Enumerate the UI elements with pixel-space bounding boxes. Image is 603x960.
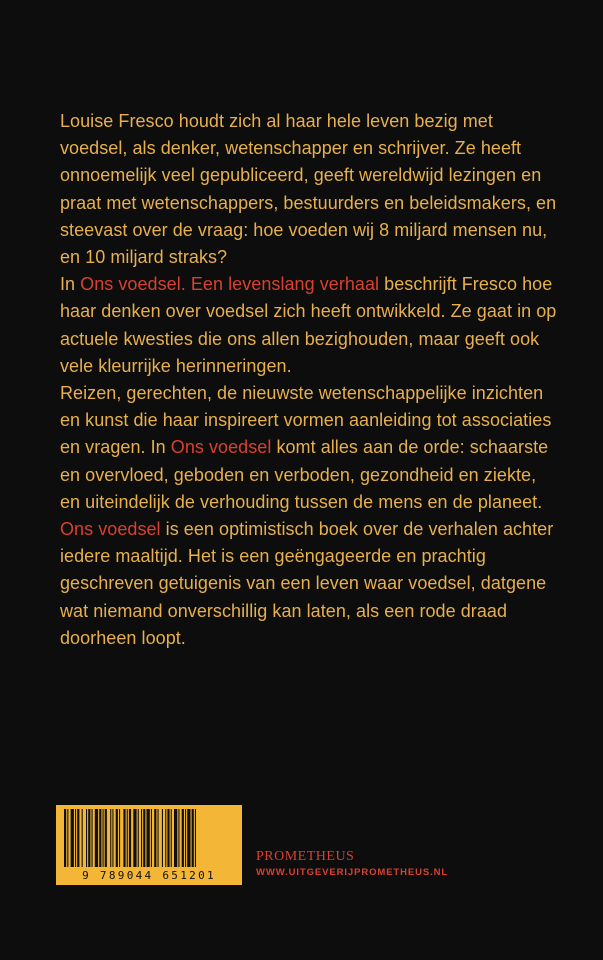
barcode-bar bbox=[151, 809, 152, 867]
barcode-bar bbox=[154, 809, 156, 867]
barcode-bar bbox=[71, 809, 74, 867]
blurb-paragraph-1-text: Louise Fresco houdt zich al haar hele leven bezig met voedsel, als denker, wetenschapper en schrijver. Ze heeft onnoemelijk veel gepubliceerd, geeft wereldwijd lezingen en praat met wetenschappers, bestuurders en beleidsmakers, en steevast over de vraag: hoe voeden wij 8 miljard mensen nu, en 10 miljard straks? bbox=[60, 111, 557, 268]
blurb-paragraph-4-text: is een optimistisch boek over de verhalen achter iedere maaltijd. Het is een geëngageerde en prachtig geschreven getuigenis van een leven waar voedsel, datgene wat niemand onverschillig kan laten, als een rode draad doorheen loopt. bbox=[60, 519, 554, 648]
barcode-bar bbox=[88, 809, 90, 867]
barcode-bar bbox=[147, 809, 150, 867]
barcode-bar bbox=[99, 809, 101, 867]
barcode-bar bbox=[133, 809, 136, 867]
barcode-bar bbox=[116, 809, 118, 867]
barcode-bar bbox=[174, 809, 177, 867]
barcode-bar bbox=[110, 809, 111, 867]
blurb-text bbox=[60, 108, 560, 652]
barcode-bar bbox=[119, 809, 120, 867]
barcode-bar bbox=[187, 809, 190, 867]
barcode-bar bbox=[165, 809, 166, 867]
barcode-bar bbox=[129, 809, 131, 867]
book-title-highlight: Ons voedsel. Een levenslang verhaal bbox=[80, 274, 380, 295]
barcode-bar bbox=[103, 809, 104, 867]
barcode-bar bbox=[112, 809, 113, 867]
barcode-bar bbox=[105, 809, 107, 867]
barcode-bar bbox=[195, 809, 196, 867]
barcode-bar bbox=[192, 809, 194, 867]
isbn-barcode bbox=[56, 805, 242, 885]
barcode-bar bbox=[138, 809, 139, 867]
barcode-bar bbox=[92, 809, 93, 867]
blurb-paragraph-2-text: beschrijft Fresco hoe haar denken over voedsel zich heeft ontwikkeld. Ze gaat in op actuele kwesties die ons allen bezighouden, maar geeft ook vele kleurrijke herinneringen. bbox=[60, 274, 557, 376]
barcode-bar bbox=[127, 809, 128, 867]
barcode-bar bbox=[86, 809, 87, 867]
book-title-highlight: Ons voedsel bbox=[60, 519, 161, 540]
barcode-bar bbox=[95, 809, 98, 867]
book-title-highlight: Ons voedsel bbox=[170, 437, 272, 458]
barcode-bar bbox=[75, 809, 76, 867]
blurb-paragraph-3 bbox=[60, 380, 560, 516]
blurb-paragraph-1 bbox=[60, 108, 560, 271]
blurb-paragraph-2-prefix: In bbox=[60, 274, 81, 295]
barcode-bar bbox=[178, 809, 179, 867]
isbn-number: 9 789044 651201 bbox=[82, 869, 216, 882]
barcode-bar bbox=[182, 809, 184, 867]
publisher-logo: PROMETHEUS bbox=[256, 849, 355, 864]
barcode-bar bbox=[141, 809, 142, 867]
blurb-paragraph-3-start: Reizen, gerechten, de nieuwste wetenschappelijke inzichten en kunst die haar inspireert vormen aanleiding tot associaties en vragen. In bbox=[60, 383, 552, 458]
barcode-bar bbox=[171, 809, 172, 867]
barcode-bar bbox=[158, 809, 159, 867]
barcode-bar bbox=[64, 809, 66, 867]
barcode-bar bbox=[167, 809, 169, 867]
barcode-bar bbox=[77, 809, 79, 867]
publisher-url: WWW.UITGEVERIJPROMETHEUS.NL bbox=[256, 867, 449, 878]
barcode-bar bbox=[82, 809, 83, 867]
barcode-bar bbox=[185, 809, 186, 867]
blurb-paragraph-3-text: komt alles aan de orde: schaarste en overvloed, geboden en verboden, gezondheid en ziekte, en uiteindelijk de verhouding tussen de mens en de planeet. bbox=[60, 437, 549, 512]
barcode-bar bbox=[67, 809, 68, 867]
barcode-bar bbox=[143, 809, 145, 867]
blurb-paragraph-2 bbox=[60, 271, 560, 380]
barcode-bar bbox=[162, 809, 163, 867]
blurb-paragraph-4 bbox=[60, 516, 560, 652]
barcode-bar bbox=[123, 809, 125, 867]
